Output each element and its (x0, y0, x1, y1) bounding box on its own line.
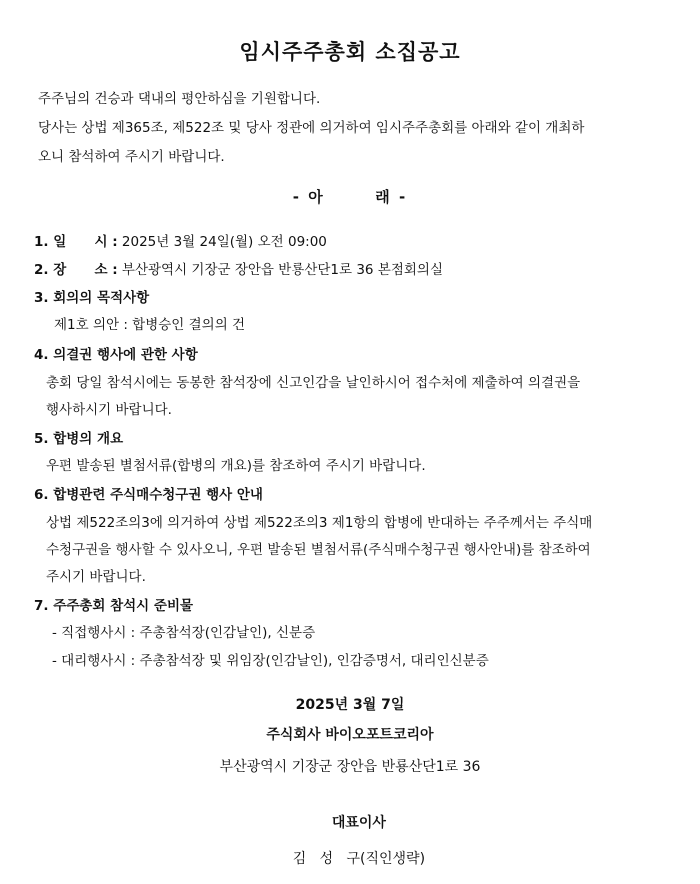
item-appraisal-heading: 6. 합병관련 주식매수청구권 행사 안내 (34, 487, 263, 503)
item-appraisal-line-3: 주시기 바랍니다. (46, 569, 146, 585)
section-heading: - 아 래 - (292, 188, 408, 206)
footer-address: 부산광역시 기장군 장안읍 반룡산단1로 36 (219, 759, 481, 775)
item-appraisal-line-2: 수청구권을 행사할 수 있사오니, 우편 발송된 별첨서류(주식매수청구권 행사안내)를 참조하여 (46, 542, 591, 558)
intro-line-1: 주주님의 건승과 댁내의 평안하심을 기원합니다. (38, 91, 321, 107)
footer-rep-label: 대표이사 (331, 815, 386, 831)
item-date-value: 2025년 3월 24일(월) 오전 09:00 (121, 234, 327, 250)
item-merger-heading: 5. 합병의 개요 (34, 431, 124, 447)
item-agenda-heading: 3. 회의의 목적사항 (34, 290, 150, 306)
footer-representative (0, 796, 700, 884)
item-voting-line-1: 총회 당일 참석시에는 동봉한 참석장에 신고인감을 날인하시어 접수처에 제출하여 의결권을 (46, 375, 581, 391)
item-voting-line-2: 행사하시기 바랍니다. (46, 402, 172, 418)
item-voting-heading: 4. 의결권 행사에 관한 사항 (34, 347, 198, 363)
item-place-label: 2. 장 소 : (34, 262, 118, 278)
item-place (34, 261, 443, 279)
item-agenda-line: 제1호 의안 : 합병승인 결의의 건 (54, 317, 246, 333)
item-materials-heading: 7. 주주총회 참석시 준비물 (34, 598, 194, 614)
footer-company: 주식회사 바이오포트코리아 (266, 727, 434, 743)
item-appraisal-line-1: 상법 제522조의3에 의거하여 상법 제522조의3 제1항의 합병에 반대하는 주주께서는 주식매 (46, 515, 593, 531)
item-date (34, 233, 327, 251)
item-place-value: 부산광역시 기장군 장안읍 반룡산단1로 36 본점회의실 (121, 262, 443, 278)
document-title: 임시주주총회 소집공고 (239, 40, 461, 64)
footer-rep-name: 김 성 구(직인생략) (292, 851, 426, 867)
item-date-label: 1. 일 시 : (34, 234, 118, 250)
item-materials-line-1: - 직접행사시 : 주총참석장(인감날인), 신분증 (52, 625, 316, 641)
intro-line-2: 당사는 상법 제365조, 제522조 및 당사 정관에 의거하여 임시주주총회를 아래와 같이 개최하 (38, 120, 585, 136)
footer-date: 2025년 3월 7일 (295, 697, 405, 713)
item-merger-line: 우편 발송된 별첨서류(합병의 개요)를 참조하여 주시기 바랍니다. (46, 458, 426, 474)
intro-line-3: 오니 참석하여 주시기 바랍니다. (38, 149, 225, 165)
item-materials-line-2: - 대리행사시 : 주총참석장 및 위임장(인감날인), 인감증명서, 대리인신분증 (52, 653, 489, 669)
